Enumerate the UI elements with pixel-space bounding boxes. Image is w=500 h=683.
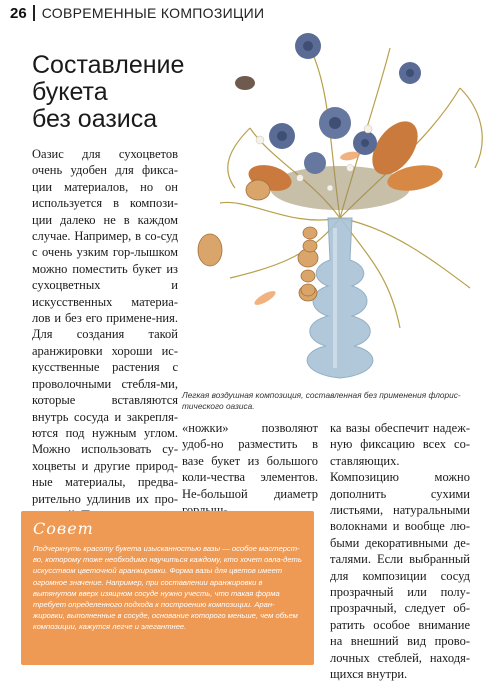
tip-title: Совет [33,519,94,538]
page-number: 26 [10,4,27,22]
body-text-left [32,146,178,523]
page-header [10,3,264,23]
tip-text: Подчеркнуть красоту букета изысканностью вазы — особое мастерст-во, которому тоже необходимо научиться каждому, кто хочет овла-деть искусством цветочной аранжировки. Форма вазы для цветов имеет огромное значение. Например, при составлении аранжировки в вытянутом вверх изящном сосуде нужно учесть, что такая форма требует определенного подхода к построению композиции. Аран-жировки, выполненные в сосуде, основание которого меньше, чем объем композиции, кажутся легче и элегантнее. [33,544,302,632]
section-title: СОВРЕМЕННЫЕ КОМПОЗИЦИИ [41,5,265,21]
tip-box [21,511,314,665]
header-divider [33,5,35,21]
article-title [32,52,192,133]
title-line-1: Составление [32,51,185,79]
body-text-column-2 [182,420,318,518]
photo-caption: Легкая воздушная композиция, составленная без применения флорис-тического оазиса. [182,390,461,411]
title-line-2: букета [32,78,108,106]
body-text-column-3 [330,420,470,683]
title-line-3: без оазиса [32,105,158,133]
body-paragraph-3: ка вазы обеспечит надеж-ную фиксацию всех со-ставляющих. Композицию можно дополнить сухими листьями, натуральными волокнами и вообще лю-быми декоративными де-талями. Если выбранный для композиции сосуд прозрачный или полу-прозрачный, следует об-ратить особое внимание на внешний вид прово-лочных стеблей, находя-щихся внутри. [330,421,470,682]
bouquet-photo [190,28,495,383]
body-paragraph-2: «ножки» позволяют удоб-но разместить в вазе букет из большого коли-чества элементов. Не-большой диаметр [182,421,318,501]
body-paragraph-1: Оазис для сухоцветов очень удобен для фикса-ции материалов, но он используется в компози-ции далеко не в каждом случае. Например, в со-суд с очень узким гор-лышком можно поместить букет из сухоцветных и искусственных материа-лов и без его примене-ния. Для создания такой аранжировки хороши ис-кусственные растения с проволочными стебля-ми, которые вставляются внутрь сосуда и закрепля-ются под нужным углом. Можно использовать су-хоцветы и другие природ-ные материалы, предва-рительно удлинив их про- [32,147,178,506]
